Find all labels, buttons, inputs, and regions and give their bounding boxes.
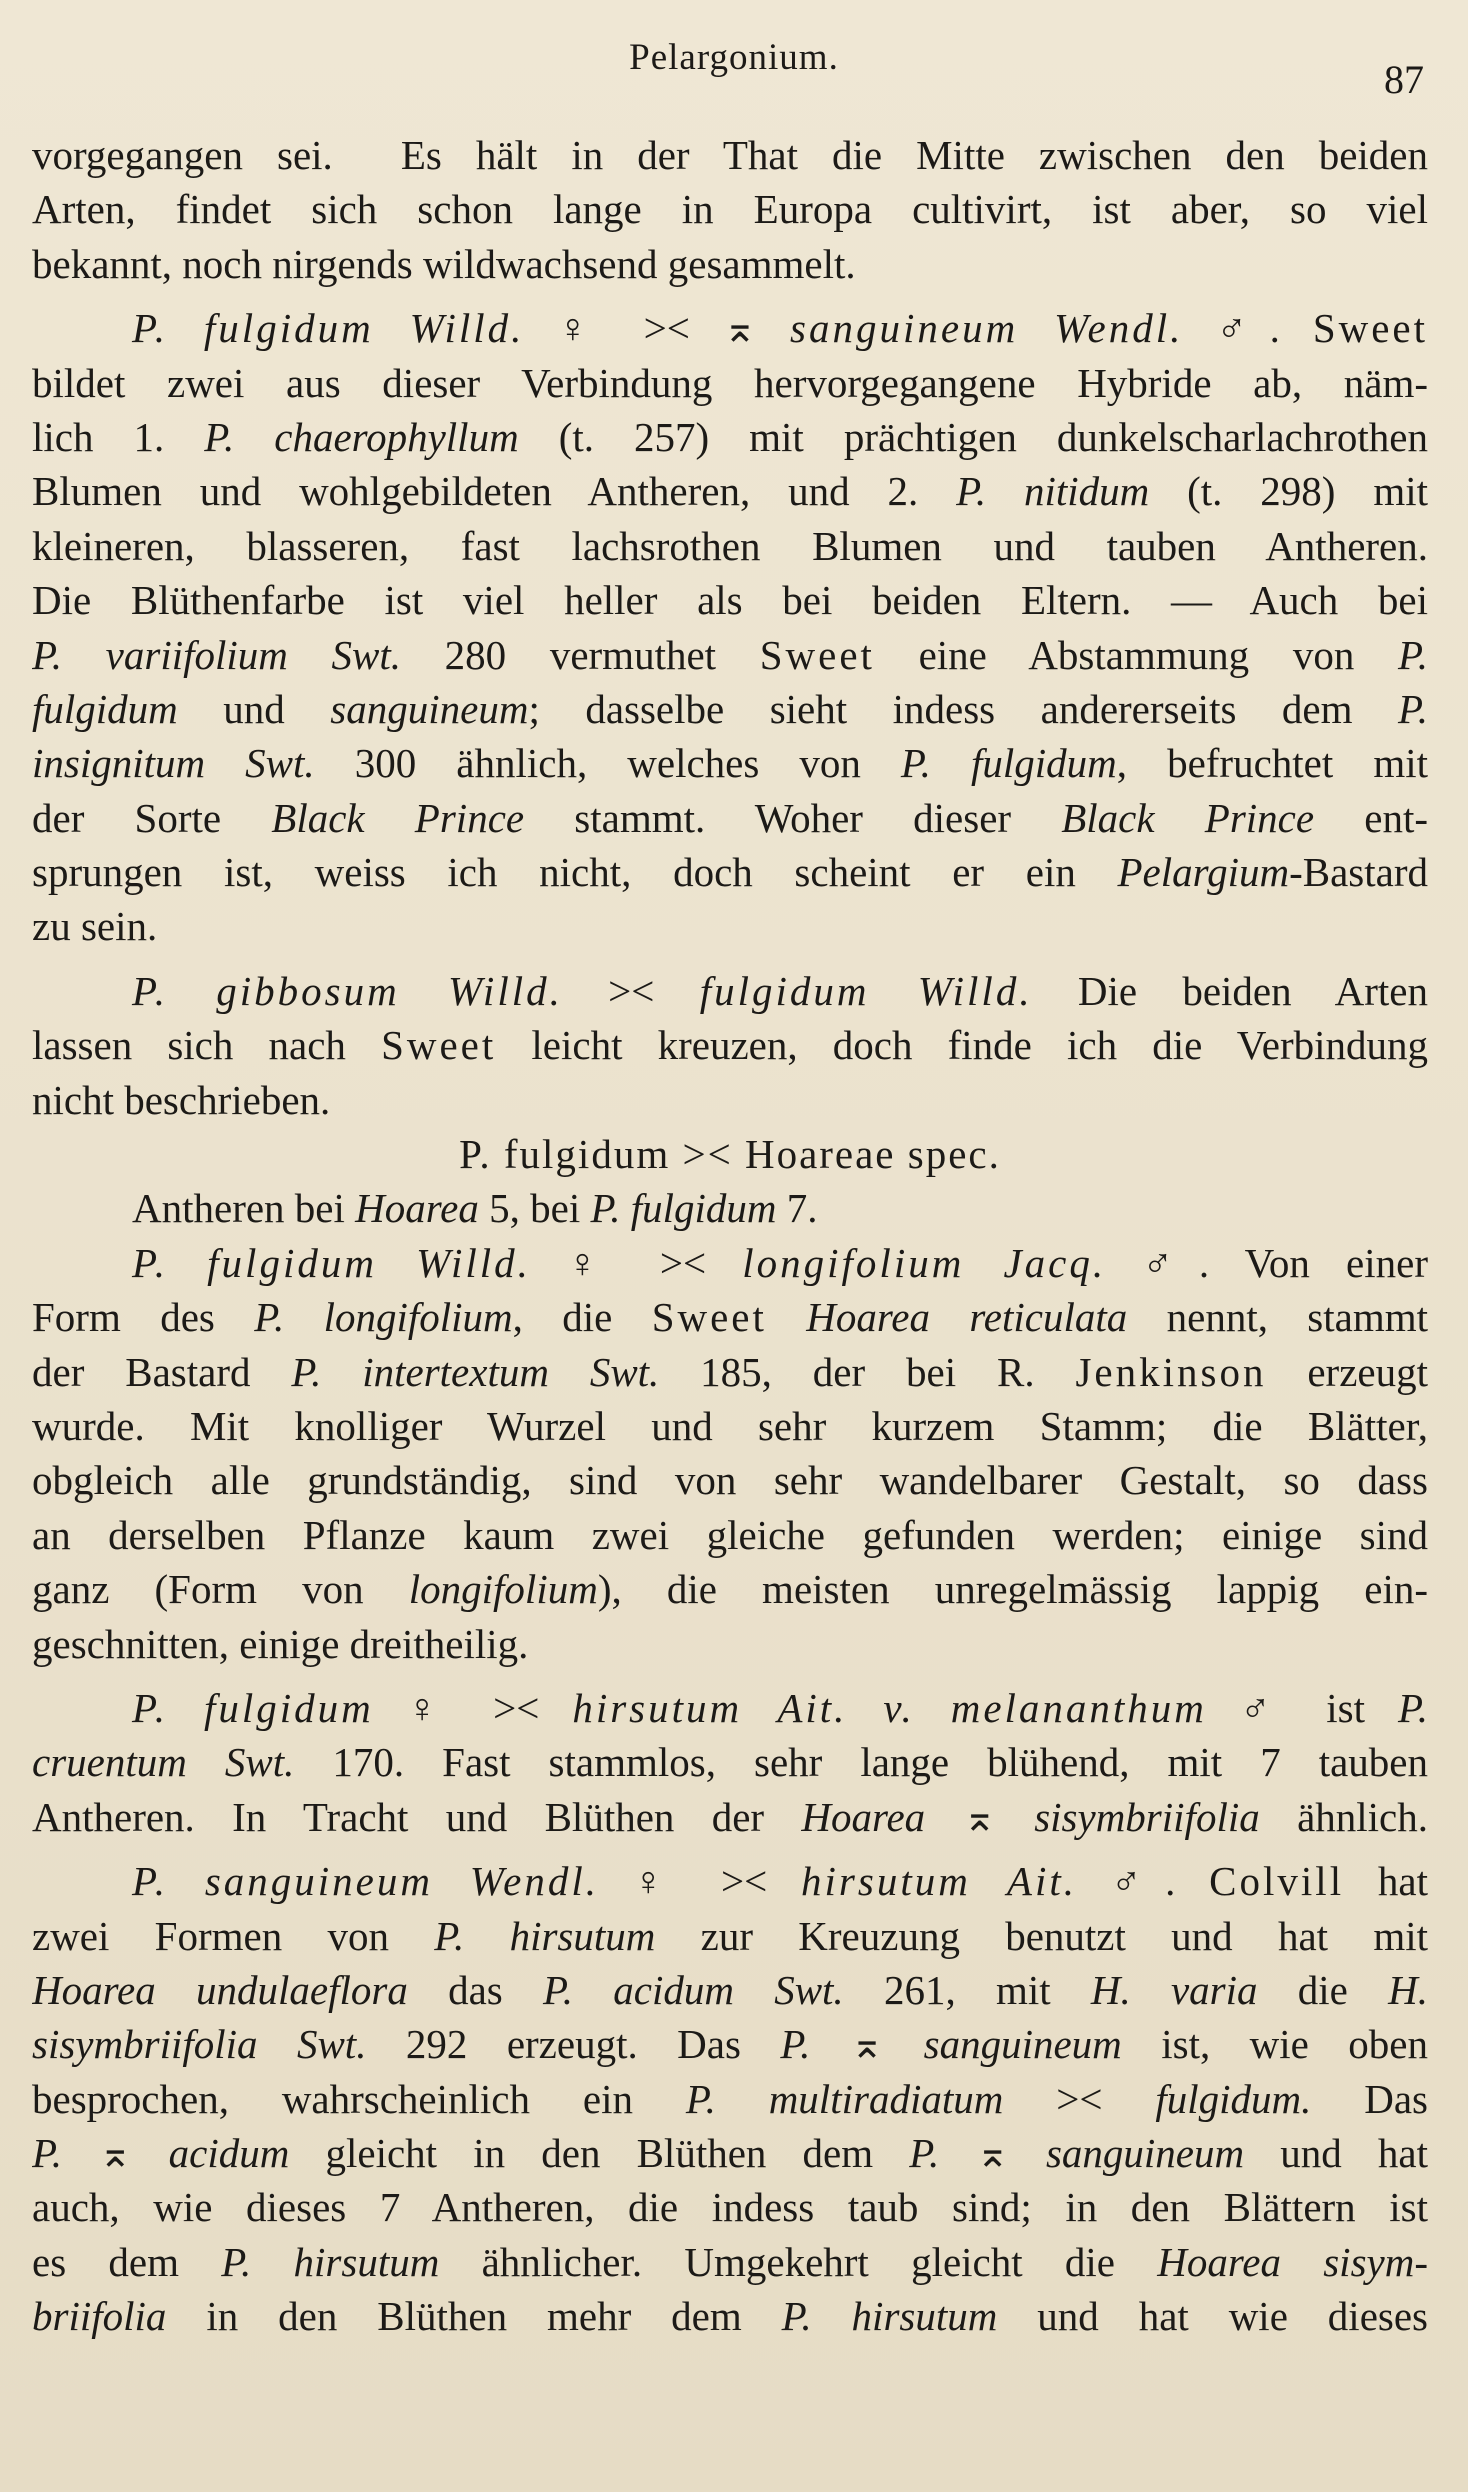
text-line: sisymbriifolia Swt. 292 erzeugt. Das P. ⌅ sanguineum ist, wie oben	[32, 2021, 1428, 2068]
text-line: an derselben Pflanze kaum zwei gleiche gefunden werden; einige sind	[32, 1511, 1428, 1558]
text-line: der Bastard P. intertextum Swt. 185, der bei R. Jenkinson erzeugt	[32, 1348, 1428, 1395]
text-line: zu sein.	[32, 903, 158, 950]
text-line: nicht beschrieben.	[32, 1076, 331, 1123]
text-line: Antheren bei Hoarea 5, bei P. fulgidum 7.	[132, 1185, 818, 1232]
text-line: P. fulgidum ♀ >< hirsutum Ait. v. melananthum ♂ ist P.	[132, 1684, 1428, 1731]
text-line: auch, wie dieses 7 Antheren, die indess taub sind; in den Blättern ist	[32, 2184, 1428, 2231]
text-line: obgleich alle grundständig, sind von sehr wandelbarer Gestalt, so dass	[32, 1457, 1428, 1504]
text-line: vorgegangen sei. Es hält in der That die Mitte zwischen den beiden	[32, 132, 1428, 178]
text-line: P. gibbosum Willd. >< fulgidum Willd. Die beiden Arten	[132, 967, 1428, 1014]
text-line: P. sanguineum Wendl. ♀ >< hirsutum Ait. ♂. Colvill hat	[132, 1858, 1428, 1905]
running-header-title: Pelargonium.	[629, 37, 839, 78]
text-line: Arten, findet sich schon lange in Europa cultivirt, ist aber, so viel	[32, 186, 1428, 233]
text-line: briifolia in den Blüthen mehr dem P. hirsutum und hat wie dieses	[32, 2293, 1428, 2340]
text-line: der Sorte Black Prince stammt. Woher dieser Black Prince ent-	[32, 794, 1428, 841]
text-line: lassen sich nach Sweet leicht kreuzen, doch finde ich die Verbindung	[32, 1022, 1428, 1069]
text-line: kleineren, blasseren, fast lachsrothen Blumen und tauben Antheren.	[32, 522, 1428, 569]
text-line: P. fulgidum Willd. ♀ >< ⌅ sanguineum Wendl. ♂. Sweet	[132, 305, 1428, 352]
text-line: sprungen ist, weiss ich nicht, doch scheint er ein Pelargium-Bastard	[32, 849, 1428, 896]
text-line: Die Blüthenfarbe ist viel heller als bei beiden Eltern. — Auch bei	[32, 577, 1428, 624]
body-text	[32, 128, 1428, 2344]
text-line: es dem P. hirsutum ähnlicher. Umgekehrt gleicht die Hoarea sisym-	[32, 2238, 1428, 2285]
text-line: Blumen und wohlgebildeten Antheren, und 2. P. nitidum (t. 298) mit	[32, 468, 1428, 515]
text-line: Hoarea undulaeflora das P. acidum Swt. 261, mit H. varia die H.	[32, 1966, 1428, 2013]
text-line: lich 1. P. chaerophyllum (t. 257) mit prächtigen dunkelscharlachrothen	[32, 413, 1428, 460]
text-line: P. fulgidum Willd. ♀ >< longifolium Jacq. ♂. Von einer	[132, 1239, 1428, 1286]
paragraph-gap	[32, 954, 1428, 964]
text-line: insignitum Swt. 300 ähnlich, welches von P. fulgidum, befruchtet mit	[32, 740, 1428, 787]
text-line: zwei Formen von P. hirsutum zur Kreuzung benutzt und hat mit	[32, 1912, 1428, 1959]
page-number: 87	[1384, 57, 1424, 102]
paragraph-gap	[32, 1671, 1428, 1681]
section-heading: P. fulgidum >< Hoareae spec.	[459, 1131, 1001, 1178]
text-line: Form des P. longifolium, die Sweet Hoarea reticulata nennt, stammt	[32, 1294, 1428, 1341]
paragraph-gap	[32, 1844, 1428, 1854]
text-line: Antheren. In Tracht und Blüthen der Hoarea ⌅ sisymbriifolia ähnlich.	[32, 1793, 1428, 1840]
paragraph-gap	[32, 291, 1428, 301]
text-line: bildet zwei aus dieser Verbindung hervorgegangene Hybride ab, näm-	[32, 359, 1428, 406]
text-line: geschnitten, einige dreitheilig.	[32, 1620, 529, 1667]
text-line: bekannt, noch nirgends wildwachsend gesammelt.	[32, 240, 856, 287]
text-line: fulgidum und sanguineum; dasselbe sieht indess andererseits dem P.	[32, 685, 1428, 732]
text-line: ganz (Form von longifolium), die meisten unregelmässig lappig ein-	[32, 1566, 1428, 1613]
text-line: wurde. Mit knolliger Wurzel und sehr kurzem Stamm; die Blätter,	[32, 1402, 1428, 1449]
text-line: P. ⌅ acidum gleicht in den Blüthen dem P. ⌅ sanguineum und hat	[32, 2130, 1428, 2177]
text-line: besprochen, wahrscheinlich ein P. multiradiatum >< fulgidum. Das	[32, 2075, 1428, 2122]
text-line: cruentum Swt. 170. Fast stammlos, sehr lange blühend, mit 7 tauben	[32, 1739, 1428, 1786]
text-line: P. variifolium Swt. 280 vermuthet Sweet eine Abstammung von P.	[32, 631, 1428, 678]
